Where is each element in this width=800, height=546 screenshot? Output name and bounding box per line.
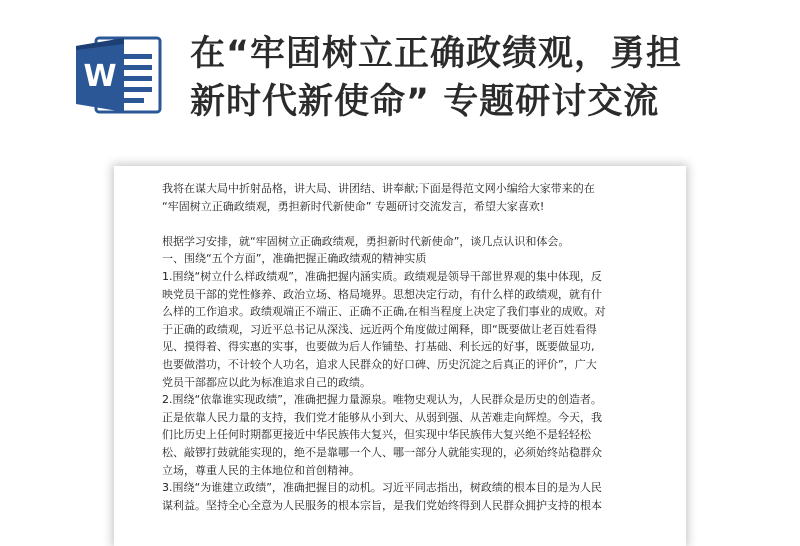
- document-text-line: 一、围绕“五个方面”，准确把握正确政绩观的精神实质: [162, 252, 427, 266]
- document-text-line: 谋利益。坚持全心全意为人民服务的根本宗旨，是我们党始终得到人民群众拥护支持的根本: [162, 498, 602, 512]
- title-line: 新时代新使命” 专题研讨交流: [190, 82, 660, 122]
- document-text-line: 立场，尊重人民的主体地位和首创精神。: [162, 463, 360, 477]
- document-text-line: 我将在谋大局中折射品格，讲大局、讲团结、讲奉献;下面是得范文网小编给大家带来的在: [162, 182, 595, 195]
- document-text-line: 2.围绕“依靠谁实现政绩”，准确把握力量源泉。唯物史观认为，人民群众是历史的创造者。: [162, 393, 602, 407]
- paragraph-spacer: [162, 215, 642, 233]
- document-text-line: 3.围绕“为谁建立政绩”，准确把握目的动机。习近平同志指出，树政绩的根本目的是为人民: [162, 481, 602, 495]
- document-text-line: 1.围绕“树立什么样政绩观”，准确把握内涵实质。政绩观是领导干部世界观的集中体现，反: [162, 269, 602, 283]
- document-text-line: 么样的工作追求。政绩观端正不端正、正确不正确,在相当程度上决定了我们事业的成败。对: [162, 305, 606, 319]
- document-text-line: 党员干部都应以此为标准追求自己的政绩。: [162, 375, 371, 389]
- document-text-line: 也要做潜功，不计较个人功名，追求人民群众的好口碑、历史沉淀之后真正的评价”，广大: [162, 357, 597, 371]
- document-page: [114, 166, 686, 546]
- word-document-icon: [74, 34, 166, 116]
- document-body: [162, 180, 642, 514]
- document-text-line: 于正确的政绩观，习近平总书记从深浅、远近两个角度做过阐释，即“既要做让老百姓看得: [162, 322, 597, 336]
- document-text-line: 映党员干部的党性修养、政治立场、格局境界。思想决定行动，有什么样的政绩观，就有什: [162, 287, 602, 301]
- page-title: [190, 30, 750, 126]
- logo-letter: W: [83, 59, 117, 94]
- document-text-line: “牢固树立正确政绩观，勇担新时代新使命” 专题研讨交流发言，希望大家喜欢!: [162, 199, 545, 213]
- title-line: 在“牢固树立正确政绩观，勇担: [190, 34, 683, 74]
- document-text-line: 见、摸得着、得实惠的实事，也要做为后人作铺垫、打基础、利长远的好事，既要做显功,: [162, 340, 595, 354]
- document-text-line: 根据学习安排，就“牢固树立正确政绩观，勇担新时代新使命”，谈几点认识和体会。: [162, 234, 570, 248]
- header-banner: [0, 0, 800, 160]
- document-text-line: 松、敲锣打鼓就能实现的，绝不是靠哪一个人、哪一部分人就能实现的，必须始终站稳群众: [162, 445, 602, 459]
- document-text-line: 正是依靠人民力量的支持，我们党才能够从小到大、从弱到强、从苦难走向辉煌。今天，我: [162, 410, 602, 424]
- document-text-line: 们比历史上任何时期都更接近中华民族伟大复兴，但实现中华民族伟大复兴绝不是轻轻松: [162, 428, 591, 442]
